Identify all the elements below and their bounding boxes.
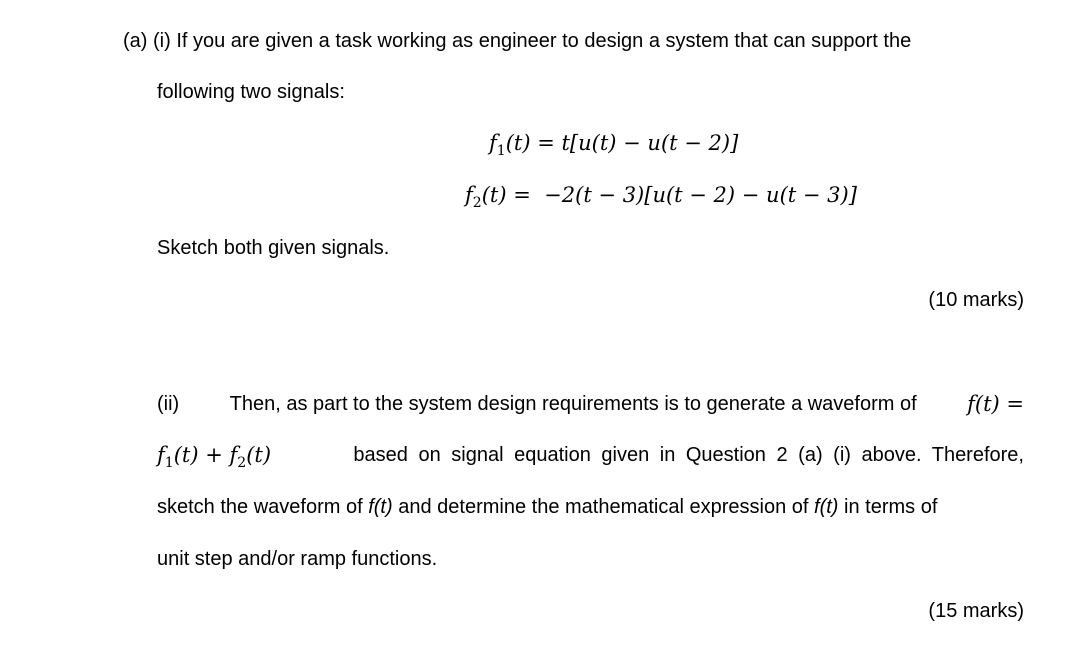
math-f2-sub: 2 bbox=[237, 455, 247, 471]
math-f1: f bbox=[157, 443, 165, 467]
question-line-b2 bbox=[157, 442, 1024, 471]
marks-a: (10 marks) bbox=[928, 289, 1024, 311]
math-f1-plus-f2 bbox=[157, 442, 271, 471]
math-f2: f bbox=[229, 443, 238, 467]
inline-ft-2: f(t) bbox=[814, 496, 839, 518]
eq2-sub: 2 bbox=[472, 195, 482, 211]
question-text-b-line3-pre: sketch the waveform of bbox=[157, 496, 363, 518]
math-ft-equals: f(t) = bbox=[967, 392, 1024, 416]
question-label-a-ii: (ii) bbox=[157, 393, 180, 415]
math-f1-arg: (t) + bbox=[173, 443, 223, 467]
question-text-a-line2: following two signals: bbox=[157, 81, 345, 103]
question-text-b-line2: based on signal equation given in Question 2 (a) (i) above. Therefore, bbox=[353, 444, 1024, 466]
math-f2-arg: (t) bbox=[246, 443, 272, 467]
question-text-b-line3-post: in terms of bbox=[844, 496, 938, 518]
question-text-b-line1: Then, as part to the system design requirements is to generate a waveform of bbox=[229, 393, 917, 415]
question-line-b3 bbox=[157, 494, 937, 520]
eq1-sub: 1 bbox=[496, 143, 506, 159]
eq1-lhs: f bbox=[489, 131, 497, 155]
question-line-b1 bbox=[157, 391, 1024, 417]
question-instruction-a: Sketch both given signals. bbox=[157, 237, 390, 259]
eq1-rhs: = t[u(t) − u(t − 2)] bbox=[537, 131, 739, 155]
math-f1-sub: 1 bbox=[164, 455, 174, 471]
eq2-rhs: = −2(t − 3)[u(t − 2) − u(t − 3)] bbox=[513, 183, 857, 207]
eq2-lhs: f bbox=[465, 183, 473, 207]
question-text-b-line4: unit step and/or ramp functions. bbox=[157, 548, 438, 570]
marks-b: (15 marks) bbox=[928, 600, 1024, 622]
inline-ft-1: f(t) bbox=[368, 496, 393, 518]
equation-f2 bbox=[465, 182, 857, 211]
question-text-a-line1: If you are given a task working as engineer to design a system that can support the bbox=[176, 30, 912, 52]
question-text-b-line3-mid: and determine the mathematical expression of bbox=[398, 496, 809, 518]
eq1-lhs-arg: (t) bbox=[505, 131, 531, 155]
eq2-lhs-arg: (t) bbox=[481, 183, 507, 207]
question-line-a1 bbox=[123, 28, 911, 54]
question-label-a-i: (a) (i) bbox=[123, 30, 171, 52]
equation-f1 bbox=[489, 130, 738, 159]
